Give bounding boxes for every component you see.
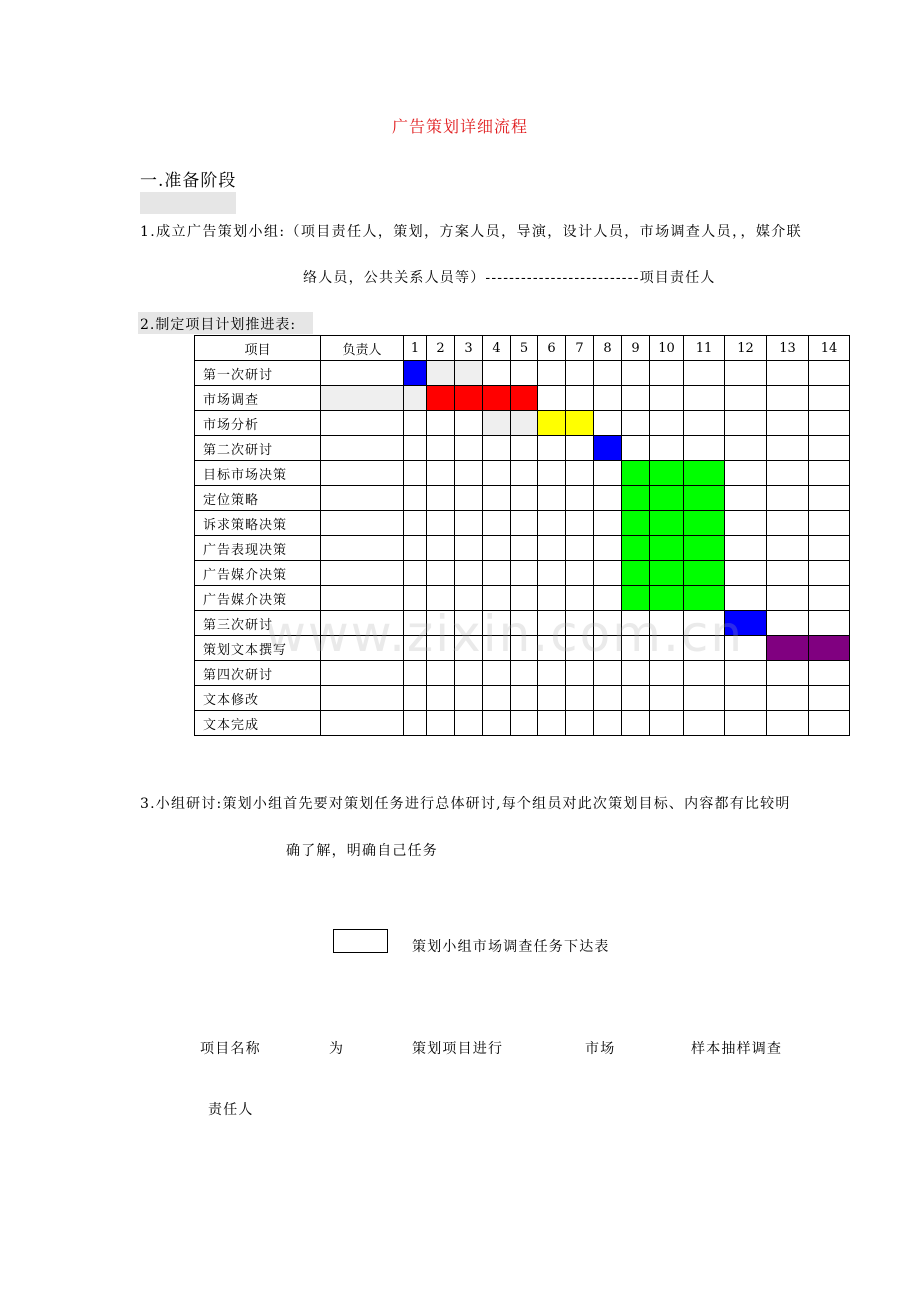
day-cell <box>404 361 427 386</box>
day-cell <box>427 461 455 486</box>
header-day-10: 10 <box>650 336 684 361</box>
day-cell <box>622 486 650 511</box>
day-cell <box>594 536 622 561</box>
day-cell <box>684 561 725 586</box>
day-cell <box>404 411 427 436</box>
day-cell <box>455 461 483 486</box>
day-cell <box>725 411 767 436</box>
day-cell <box>483 411 511 436</box>
gantt-row <box>195 511 850 536</box>
gantt-row <box>195 686 850 711</box>
day-cell <box>566 711 594 736</box>
day-cell <box>767 611 809 636</box>
empty-box <box>333 929 388 953</box>
task-name: 文本完成 <box>195 711 321 736</box>
day-cell <box>511 686 538 711</box>
day-cell <box>684 486 725 511</box>
day-cell <box>427 361 455 386</box>
day-cell <box>455 561 483 586</box>
day-cell <box>455 411 483 436</box>
day-cell <box>566 661 594 686</box>
day-cell <box>566 486 594 511</box>
day-cell <box>427 411 455 436</box>
day-cell <box>809 586 850 611</box>
day-cell <box>650 486 684 511</box>
gantt-row <box>195 486 850 511</box>
day-cell <box>483 536 511 561</box>
day-cell <box>767 686 809 711</box>
form-field-project-conduct: 策划项目进行 <box>412 1041 504 1057</box>
day-cell <box>809 361 850 386</box>
day-cell <box>538 411 566 436</box>
header-day-3: 3 <box>455 336 483 361</box>
day-cell <box>538 461 566 486</box>
day-cell <box>594 461 622 486</box>
task-name: 文本修改 <box>195 686 321 711</box>
task-owner <box>321 486 404 511</box>
day-cell <box>427 436 455 461</box>
header-day-9: 9 <box>622 336 650 361</box>
task-name: 第一次研讨 <box>195 361 321 386</box>
gantt-header-row <box>195 336 850 361</box>
day-cell <box>622 661 650 686</box>
section-heading: 一.准备阶段 <box>140 171 237 191</box>
day-cell <box>809 561 850 586</box>
task-name: 广告媒介决策 <box>195 586 321 611</box>
day-cell <box>650 461 684 486</box>
day-cell <box>622 536 650 561</box>
task-owner <box>321 361 404 386</box>
day-cell <box>594 436 622 461</box>
day-cell <box>650 536 684 561</box>
day-cell <box>455 711 483 736</box>
day-cell <box>427 711 455 736</box>
form-title: 策划小组市场调查任务下达表 <box>412 939 610 955</box>
day-cell <box>809 686 850 711</box>
day-cell <box>725 686 767 711</box>
day-cell <box>622 711 650 736</box>
header-day-6: 6 <box>538 336 566 361</box>
day-cell <box>725 486 767 511</box>
day-cell <box>404 461 427 486</box>
item1-text-cont: 络人员，公共关系人员等）--------------------------项目责任人 <box>303 270 716 286</box>
day-cell <box>809 636 850 661</box>
day-cell <box>684 461 725 486</box>
day-cell <box>511 386 538 411</box>
task-owner <box>321 561 404 586</box>
day-cell <box>538 561 566 586</box>
day-cell <box>622 386 650 411</box>
task-owner <box>321 661 404 686</box>
day-cell <box>483 486 511 511</box>
day-cell <box>455 361 483 386</box>
day-cell <box>566 411 594 436</box>
item2-label: 2.制定项目计划推进表: <box>140 317 297 333</box>
day-cell <box>483 461 511 486</box>
day-cell <box>594 686 622 711</box>
day-cell <box>650 661 684 686</box>
day-cell <box>511 411 538 436</box>
day-cell <box>594 486 622 511</box>
day-cell <box>404 561 427 586</box>
day-cell <box>404 661 427 686</box>
day-cell <box>566 561 594 586</box>
day-cell <box>684 661 725 686</box>
task-name: 第二次研讨 <box>195 436 321 461</box>
day-cell <box>538 536 566 561</box>
item3-text-cont: 确了解，明确自己任务 <box>286 843 438 859</box>
gantt-row <box>195 386 850 411</box>
day-cell <box>809 461 850 486</box>
day-cell <box>725 661 767 686</box>
day-cell <box>404 486 427 511</box>
day-cell <box>650 386 684 411</box>
header-day-12: 12 <box>725 336 767 361</box>
day-cell <box>404 511 427 536</box>
day-cell <box>767 461 809 486</box>
header-day-4: 4 <box>483 336 511 361</box>
day-cell <box>809 386 850 411</box>
day-cell <box>455 486 483 511</box>
day-cell <box>809 611 850 636</box>
day-cell <box>725 461 767 486</box>
gantt-row <box>195 411 850 436</box>
task-owner <box>321 386 404 411</box>
task-name: 定位策略 <box>195 486 321 511</box>
day-cell <box>650 411 684 436</box>
day-cell <box>455 386 483 411</box>
gantt-row <box>195 561 850 586</box>
day-cell <box>684 511 725 536</box>
gantt-row <box>195 711 850 736</box>
day-cell <box>483 661 511 686</box>
day-cell <box>511 661 538 686</box>
day-cell <box>622 436 650 461</box>
day-cell <box>455 536 483 561</box>
day-cell <box>566 436 594 461</box>
day-cell <box>483 361 511 386</box>
day-cell <box>767 486 809 511</box>
day-cell <box>594 511 622 536</box>
gantt-table <box>194 335 850 736</box>
task-name: 诉求策略决策 <box>195 511 321 536</box>
day-cell <box>809 436 850 461</box>
item3-text: 3.小组研讨:策划小组首先要对策划任务进行总体研讨,每个组员对此次策划目标、内容都有比较明 <box>140 796 791 812</box>
day-cell <box>483 686 511 711</box>
task-owner <box>321 536 404 561</box>
day-cell <box>622 511 650 536</box>
day-cell <box>725 361 767 386</box>
gantt-row <box>195 536 850 561</box>
day-cell <box>483 561 511 586</box>
day-cell <box>566 361 594 386</box>
day-cell <box>594 661 622 686</box>
day-cell <box>767 586 809 611</box>
day-cell <box>427 486 455 511</box>
day-cell <box>684 436 725 461</box>
day-cell <box>809 486 850 511</box>
form-field-for: 为 <box>329 1041 345 1057</box>
day-cell <box>427 661 455 686</box>
day-cell <box>767 561 809 586</box>
day-cell <box>455 511 483 536</box>
day-cell <box>511 511 538 536</box>
task-owner <box>321 711 404 736</box>
day-cell <box>684 361 725 386</box>
day-cell <box>404 536 427 561</box>
header-day-5: 5 <box>511 336 538 361</box>
day-cell <box>566 536 594 561</box>
day-cell <box>538 486 566 511</box>
day-cell <box>725 386 767 411</box>
day-cell <box>809 536 850 561</box>
day-cell <box>404 711 427 736</box>
item1-text: 1.成立广告策划小组:（项目责任人，策划，方案人员，导演，设计人员，市场调查人员，，媒介联 <box>140 224 803 240</box>
day-cell <box>684 711 725 736</box>
task-owner <box>321 411 404 436</box>
grey-highlight-bar <box>140 192 236 214</box>
day-cell <box>511 536 538 561</box>
day-cell <box>511 361 538 386</box>
day-cell <box>483 711 511 736</box>
day-cell <box>566 386 594 411</box>
day-cell <box>404 386 427 411</box>
day-cell <box>725 561 767 586</box>
day-cell <box>767 711 809 736</box>
task-name: 第三次研讨 <box>195 611 321 636</box>
header-day-14: 14 <box>809 336 850 361</box>
day-cell <box>538 361 566 386</box>
day-cell <box>622 361 650 386</box>
day-cell <box>455 686 483 711</box>
gantt-row <box>195 661 850 686</box>
day-cell <box>650 511 684 536</box>
day-cell <box>622 461 650 486</box>
day-cell <box>809 411 850 436</box>
header-day-7: 7 <box>566 336 594 361</box>
task-owner <box>321 511 404 536</box>
task-name: 策划文本撰写 <box>195 636 321 661</box>
day-cell <box>511 561 538 586</box>
day-cell <box>427 561 455 586</box>
day-cell <box>427 536 455 561</box>
task-name: 市场调查 <box>195 386 321 411</box>
day-cell <box>483 436 511 461</box>
day-cell <box>767 361 809 386</box>
day-cell <box>538 686 566 711</box>
day-cell <box>725 511 767 536</box>
task-name: 市场分析 <box>195 411 321 436</box>
day-cell <box>684 686 725 711</box>
day-cell <box>538 711 566 736</box>
header-item: 项目 <box>195 336 321 361</box>
day-cell <box>427 511 455 536</box>
gantt-row <box>195 461 850 486</box>
day-cell <box>725 711 767 736</box>
form-field-sample-survey: 样本抽样调查 <box>691 1041 783 1057</box>
day-cell <box>684 411 725 436</box>
day-cell <box>809 661 850 686</box>
form-field-responsible: 责任人 <box>208 1102 254 1118</box>
day-cell <box>650 686 684 711</box>
day-cell <box>566 686 594 711</box>
day-cell <box>538 436 566 461</box>
form-field-project-name: 项目名称 <box>200 1041 261 1057</box>
day-cell <box>809 511 850 536</box>
day-cell <box>538 511 566 536</box>
header-day-11: 11 <box>684 336 725 361</box>
header-day-13: 13 <box>767 336 809 361</box>
day-cell <box>622 686 650 711</box>
day-cell <box>767 636 809 661</box>
day-cell <box>511 436 538 461</box>
gantt-row <box>195 361 850 386</box>
day-cell <box>594 361 622 386</box>
day-cell <box>538 386 566 411</box>
day-cell <box>767 511 809 536</box>
day-cell <box>767 436 809 461</box>
day-cell <box>650 436 684 461</box>
day-cell <box>809 711 850 736</box>
header-day-8: 8 <box>594 336 622 361</box>
day-cell <box>650 561 684 586</box>
day-cell <box>483 511 511 536</box>
day-cell <box>404 436 427 461</box>
day-cell <box>594 411 622 436</box>
day-cell <box>511 461 538 486</box>
task-name: 第四次研讨 <box>195 661 321 686</box>
day-cell <box>566 511 594 536</box>
task-owner <box>321 686 404 711</box>
day-cell <box>684 536 725 561</box>
day-cell <box>594 711 622 736</box>
task-owner <box>321 461 404 486</box>
day-cell <box>650 711 684 736</box>
day-cell <box>483 386 511 411</box>
day-cell <box>767 386 809 411</box>
day-cell <box>622 411 650 436</box>
day-cell <box>767 536 809 561</box>
day-cell <box>684 386 725 411</box>
day-cell <box>767 661 809 686</box>
day-cell <box>767 411 809 436</box>
task-name: 广告媒介决策 <box>195 561 321 586</box>
day-cell <box>511 486 538 511</box>
day-cell <box>538 661 566 686</box>
day-cell <box>404 686 427 711</box>
header-owner: 负责人 <box>321 336 404 361</box>
day-cell <box>511 711 538 736</box>
day-cell <box>455 436 483 461</box>
header-day-1: 1 <box>404 336 427 361</box>
day-cell <box>725 536 767 561</box>
day-cell <box>566 461 594 486</box>
watermark: www.zixin.com.cn <box>265 605 745 663</box>
task-owner <box>321 436 404 461</box>
form-field-market: 市场 <box>585 1041 616 1057</box>
day-cell <box>455 661 483 686</box>
header-day-2: 2 <box>427 336 455 361</box>
day-cell <box>427 386 455 411</box>
day-cell <box>725 436 767 461</box>
day-cell <box>427 686 455 711</box>
day-cell <box>594 561 622 586</box>
day-cell <box>594 386 622 411</box>
day-cell <box>622 561 650 586</box>
day-cell <box>650 361 684 386</box>
page-title: 广告策划详细流程 <box>391 117 528 136</box>
task-name: 目标市场决策 <box>195 461 321 486</box>
task-name: 广告表现决策 <box>195 536 321 561</box>
gantt-row <box>195 436 850 461</box>
